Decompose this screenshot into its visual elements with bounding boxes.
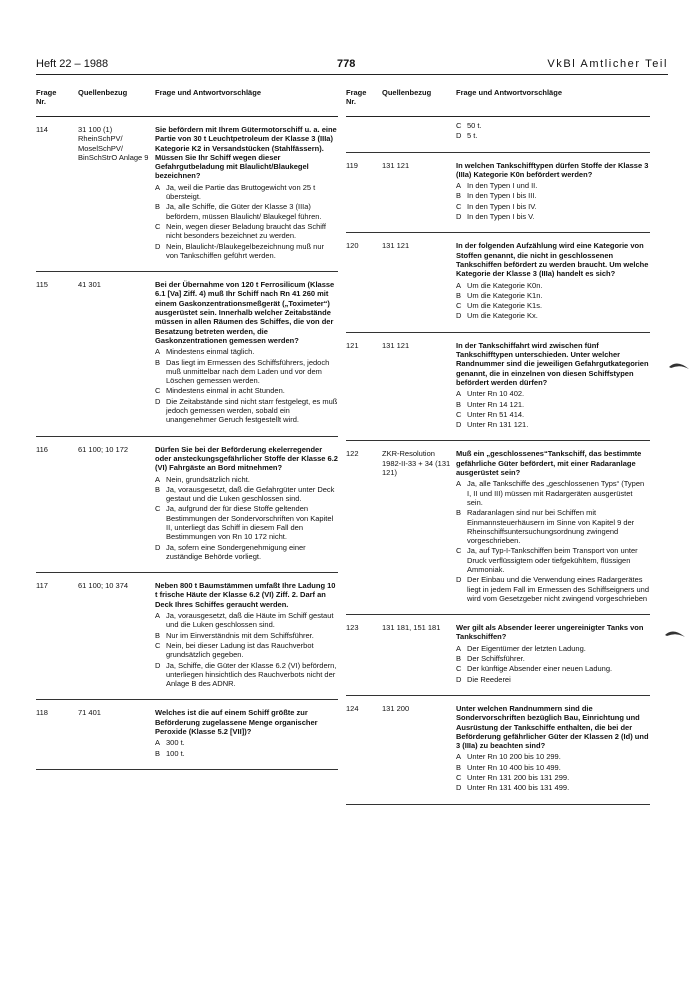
question-source: 41 301	[78, 280, 101, 290]
page-number: 778	[337, 58, 356, 70]
question-body	[456, 696, 650, 804]
option-text: Unter Rn 10 400 bis 10 499.	[467, 762, 561, 772]
option-text: Mindestens einmal in acht Stunden.	[166, 386, 285, 396]
option-letter: C	[456, 201, 462, 211]
option-letter: A	[456, 752, 462, 762]
option-text: Unter Rn 131 121.	[467, 420, 529, 430]
option-text: Unter Rn 131 400 bis 131 499.	[467, 783, 570, 793]
option-text: Um die Kategorie K1s.	[467, 301, 543, 311]
answer-option	[155, 358, 338, 386]
option-text: Ja, alle Schiffe, die Güter der Klasse 3 (IIIa) befördern, müssen Blaulicht/ Blaukegel führen.	[166, 202, 322, 221]
question-number: 119	[346, 160, 358, 170]
answer-option	[155, 347, 338, 356]
option-letter: C	[155, 386, 161, 396]
answer-option	[456, 301, 650, 310]
question-body	[155, 573, 338, 699]
col-header-question: Frage und Antwortvorschläge	[456, 88, 562, 97]
option-text: Mindestens einmal täglich.	[166, 347, 255, 357]
question-body	[155, 272, 338, 435]
option-letter: A	[155, 611, 161, 621]
option-text: Ja, Schiffe, die Güter der Klasse 6.2 (VI) befördern, unterliegen hinsichtlich des Rauchverbots nicht der Anlage B des ADNR.	[166, 660, 337, 689]
question-row	[36, 437, 338, 574]
option-letter: A	[456, 280, 462, 290]
answer-option	[456, 644, 650, 653]
option-letter: C	[456, 121, 462, 130]
question-source: 131 121	[382, 160, 410, 170]
option-letter: D	[456, 575, 462, 585]
option-letter: B	[456, 290, 462, 300]
option-text: 300 t.	[166, 738, 185, 748]
option-letter: B	[155, 357, 161, 367]
continued-question	[346, 117, 650, 153]
option-text: Nein, wegen dieser Beladung braucht das Schiff nicht besonders bezeichnet zu werden.	[166, 221, 326, 241]
option-text: Nein, Blaulicht-/Blaukegelbezeichnung muß nur von Tankschiffen geführt werden.	[166, 241, 325, 260]
option-text: Ja, aufgrund der für diese Stoffe geltenden Bestimmungen der Sondervorschriften von Kapitel II, unterliegt das Schiff in diesem Fall den Bestimmungen von Rn 10 172 nicht.	[166, 504, 334, 542]
option-text: Der Schiffsführer.	[467, 654, 525, 664]
question-number: 124	[346, 703, 359, 713]
answer-option	[456, 121, 650, 130]
option-text: In den Typen I bis IV.	[467, 201, 537, 211]
question-source: ZKR-Resolution 1982-II-33 + 34 (131 121)	[382, 449, 451, 478]
col-header-nr: Frage Nr.	[36, 88, 57, 106]
option-letter: D	[456, 131, 462, 141]
option-text: Der künftige Absender einer neuen Ladung.	[467, 664, 613, 674]
question-row	[36, 573, 338, 700]
question-row	[36, 117, 338, 272]
question-row	[346, 333, 650, 442]
question-source: 31 100 (1) RheinSchPV/ MoselSchPV/ BinSchStrO Anlage 9	[78, 125, 149, 162]
answer-option	[155, 641, 338, 660]
option-letter: A	[456, 181, 462, 191]
right-column-header	[346, 88, 650, 116]
question-number: 122	[346, 449, 359, 459]
option-letter: C	[456, 546, 462, 556]
option-text: In den Typen I bis III.	[467, 191, 537, 201]
answer-option	[155, 386, 338, 395]
option-text: Ja, alle Tankschiffe des „geschlossenen Typs“ (Typen I, II und III) müssen mit Radargeräten ausgerüstet sein.	[467, 479, 645, 507]
question-source: 131 200	[382, 703, 410, 713]
left-question-list	[36, 117, 338, 770]
option-letter: D	[456, 212, 462, 222]
question-row	[346, 615, 650, 696]
answer-option	[456, 783, 650, 792]
option-text: Um die Kategorie Kx.	[467, 311, 538, 321]
option-text: Die Zeitabstände sind nicht starr festgelegt, es muß jedoch gemessen werden, sobald ein unangenehmer Geruch festgestellt wird.	[166, 396, 338, 425]
question-body	[456, 441, 650, 614]
option-letter: A	[456, 479, 462, 489]
answer-option	[456, 311, 650, 320]
question-source: 131 121	[382, 241, 410, 251]
answer-option	[456, 654, 650, 663]
answer-option	[456, 410, 650, 419]
option-text: Der Einbau und die Verwendung eines Radargerätes liegt in jedem Fall im Ermessen des Schiffseigners und wird vom Gesetzgeber nicht zwingend vorgeschrieben	[467, 575, 650, 603]
header-rule	[36, 74, 668, 75]
question-row	[346, 153, 650, 234]
question-source: 61 100; 10 172	[78, 444, 129, 454]
question-row	[346, 696, 650, 805]
question-text: In der folgenden Aufzählung wird eine Kategorie von Stoffen genannt, die nicht in geschlossenen Tankschiffen befördert zu werden braucht. Um welche Kategorie der Klasse 3 (IIIa) handelt es sich?	[456, 241, 649, 279]
answer-option	[456, 181, 650, 190]
answer-option	[155, 242, 338, 261]
publication-title: VkBl Amtlicher Teil	[547, 58, 668, 70]
option-text: Um die Kategorie K1n.	[467, 290, 543, 300]
option-letter: B	[155, 202, 161, 212]
question-number: 115	[36, 280, 48, 290]
question-body	[456, 615, 650, 695]
option-letter: C	[155, 640, 161, 650]
continued-options	[456, 117, 650, 152]
option-text: Nein, grundsätzlich nicht.	[166, 474, 250, 484]
option-text: In den Typen I und II.	[467, 181, 538, 191]
question-text: Wer gilt als Absender leerer ungereinigter Tanks von Tankschiffen?	[456, 623, 644, 642]
answer-option	[155, 202, 338, 221]
answer-option	[456, 291, 650, 300]
option-letter: B	[155, 484, 161, 494]
option-text: Nur im Einverständnis mit dem Schiffsführer.	[166, 630, 314, 640]
answer-option	[456, 664, 650, 673]
answer-option	[456, 389, 650, 398]
question-number: 118	[36, 708, 48, 718]
answer-option	[155, 749, 338, 758]
option-text: Das liegt im Ermessen des Schiffsführers, jedoch muß unmittelbar nach dem Laden und vor dem Löschen gemessen werden.	[166, 357, 330, 386]
question-source: 61 100; 10 374	[78, 581, 129, 591]
answer-option	[155, 485, 338, 504]
col-header-source: Quellenbezug	[78, 88, 128, 97]
option-letter: C	[456, 301, 462, 311]
option-text: Unter Rn 10 402.	[467, 389, 525, 399]
option-text: Radaranlagen sind nur bei Schiffen mit Einmannsteuerhäusern im Sinne von Kapitel 9 der Rheinschiffsuntersuchungsordnung zwingend vorgeschrieben.	[467, 508, 635, 546]
answer-option	[155, 504, 338, 541]
answer-option	[456, 752, 650, 761]
option-text: 100 t.	[166, 748, 185, 758]
question-row	[346, 233, 650, 332]
right-column	[346, 88, 650, 805]
answer-option	[456, 202, 650, 211]
answer-option	[456, 675, 650, 684]
question-source: 71 401	[78, 708, 101, 718]
option-text: Unter Rn 10 200 bis 10 299.	[467, 752, 561, 762]
answer-option	[456, 212, 650, 221]
issue-label: Heft 22 – 1988	[36, 58, 109, 70]
option-text: Ja, sofern eine Sondergenehmigung einer zuständige Behörde vorliegt.	[166, 542, 306, 561]
question-row	[36, 700, 338, 769]
option-text: Unter Rn 51 414.	[467, 409, 525, 419]
left-column	[36, 88, 338, 770]
page-header	[36, 58, 668, 74]
answer-option	[456, 763, 650, 772]
answer-option	[456, 773, 650, 782]
question-source: 131 121	[382, 340, 410, 350]
option-letter: A	[456, 389, 462, 399]
question-body	[155, 437, 338, 573]
answer-option	[456, 546, 650, 574]
right-question-list	[346, 153, 650, 805]
margin-mark-icon	[664, 626, 686, 640]
option-text: Der Eigentümer der letzten Ladung.	[467, 643, 586, 653]
option-letter: D	[155, 396, 161, 406]
option-letter: A	[155, 347, 161, 357]
option-text: In den Typen I bis V.	[467, 212, 535, 222]
option-text: Um die Kategorie K0n.	[467, 280, 543, 290]
option-letter: A	[155, 738, 161, 748]
option-letter: D	[155, 542, 161, 552]
option-letter: A	[155, 474, 161, 484]
option-letter: B	[456, 762, 462, 772]
option-text: Ja, weil die Partie das Bruttogewicht von 25 t übersteigt.	[166, 182, 316, 202]
option-letter: C	[155, 221, 161, 231]
question-text: Bei der Übernahme von 120 t Ferrosilicum (Klasse 6.1 [Va] Ziff. 4) muß Ihr Schiff nach Rn 41 260 mit einem Gaskonzentrationsmeßgerät („Toximeter“) ausgerüstet sein. Innerhalb welcher Zeitabstände müssen in allen Räumen des Schiffes, die von der Besatzung betreten werden, die Gaskonzentrationen gemessen werden?	[155, 280, 335, 345]
option-letter: D	[155, 241, 161, 251]
answer-option	[456, 400, 650, 409]
option-letter: B	[155, 630, 161, 640]
question-text: In der Tankschiffahrt wird zwischen fünf Tankschifftypen unterschieden. Unter welcher Randnummer sind die jeweiligen Gefahrgutkategorien genannt, die in einzelnen von diesen Schiffstypen befördert werden dürfen?	[456, 340, 649, 387]
option-letter: B	[155, 748, 161, 758]
question-number: 116	[36, 444, 48, 454]
option-letter: B	[456, 191, 462, 201]
option-letter: D	[456, 311, 462, 321]
question-text: In welchen Tankschifftypen dürfen Stoffe der Klasse 3 (IIIa) Kategorie K0n befördert werden?	[456, 160, 649, 179]
question-body	[456, 153, 650, 233]
option-letter: B	[456, 399, 462, 409]
question-number: 121	[346, 340, 359, 350]
option-text: 5 t.	[467, 131, 478, 141]
question-text: Welches ist die auf einem Schiff größte zur Beförderung zugelassene Menge organischer Peroxide (Klasse 5.2 [VII])?	[155, 708, 318, 737]
option-text: Ja, vorausgesetzt, daß die Häute im Schiff gestaut und die Luken geschlossen sind.	[166, 611, 334, 630]
margin-mark-icon	[668, 358, 690, 372]
question-number: 114	[36, 125, 48, 134]
answer-option	[456, 420, 650, 429]
question-row	[346, 441, 650, 615]
question-body	[456, 333, 650, 441]
question-row	[36, 272, 338, 436]
option-letter: B	[456, 654, 462, 664]
option-letter: C	[456, 664, 462, 674]
question-body	[456, 233, 650, 331]
option-letter: D	[456, 420, 462, 430]
answer-option	[456, 575, 650, 603]
option-letter: D	[456, 674, 462, 684]
question-number: 123	[346, 623, 359, 633]
option-letter: C	[155, 504, 161, 514]
option-letter: D	[456, 783, 462, 793]
option-letter: C	[456, 409, 462, 419]
answer-option	[456, 191, 650, 200]
option-letter: A	[155, 182, 161, 192]
question-text: Sie befördern mit Ihrem Gütermotorschiff u. a. eine Partie von 30 t Leuchtpetroleum der Klasse 3 (IIIa) Kategorie K2 in Versandstücken (Stahlfässern). Müssen Sie Ihr Schiff wegen dieser Gefahrgutbeladung mit Blaulicht/Blaukegel bezeichnen?	[155, 125, 337, 181]
question-text: Unter welchen Randnummern sind die Sondervorschriften bezüglich Bau, Einrichtung und Ausrüstung der Tankschiffe enthalten, die bei der Beförderung gefährlicher Güter der Klassen 2 (Id) und 3 (IIIa) zu beachten sind?	[456, 703, 649, 751]
option-text: Nein, bei dieser Ladung ist das Rauchverbot grundsätzlich gegeben.	[166, 640, 314, 660]
option-letter: B	[456, 508, 462, 518]
answer-option	[155, 397, 338, 425]
answer-option	[155, 611, 338, 630]
option-text: Ja, auf Typ-I-Tankschiffen beim Transport von unter Druck verflüssigtem oder tiefgekühltem, flüssigen Ammoniak.	[467, 546, 638, 574]
answer-option	[155, 631, 338, 640]
answer-option	[155, 738, 338, 747]
question-text: Muß ein „geschlossenes“Tankschiff, das bestimmte gefährliche Güter befördert, mit einer Radaranlage ausgerüstet sein?	[456, 449, 642, 478]
question-number: 117	[36, 581, 48, 591]
option-text: Unter Rn 131 200 bis 131 299.	[467, 773, 570, 783]
option-letter: C	[456, 773, 462, 783]
option-letter: A	[456, 643, 462, 653]
answer-option	[155, 222, 338, 241]
option-text: 50 t.	[467, 121, 482, 130]
question-text: Dürfen Sie bei der Beförderung ekelerregender oder ansteckungsgefährlicher Stoffe der Klasse 6.2 (VI) Fahrgäste an Bord mitnehmen?	[155, 444, 338, 473]
left-column-header	[36, 88, 338, 116]
question-number: 120	[346, 241, 359, 251]
question-text: Neben 800 t Baumstämmen umfaßt Ihre Ladung 10 t frische Häute der Klasse 6.2 (VI) Ziff. 2. Darf an Deck Ihres Schiffes geraucht werden.	[155, 581, 336, 609]
option-letter: D	[155, 660, 161, 670]
answer-option	[456, 508, 650, 545]
answer-option	[456, 479, 650, 507]
answer-option	[155, 475, 338, 484]
col-header-question: Frage und Antwortvorschläge	[155, 88, 261, 97]
answer-option	[155, 543, 338, 562]
answer-option	[155, 661, 338, 689]
answer-option	[456, 131, 650, 140]
question-body	[155, 117, 338, 271]
answer-option	[155, 183, 338, 202]
option-text: Ja, vorausgesetzt, daß die Gefahrgüter unter Deck gestaut und die Luken geschlossen sind.	[166, 484, 335, 504]
question-body	[155, 700, 338, 768]
option-text: Unter Rn 14 121.	[467, 399, 525, 409]
option-text: Die Reederei	[467, 674, 511, 684]
col-header-source: Quellenbezug	[382, 88, 432, 97]
col-header-nr: Frage Nr.	[346, 88, 367, 106]
question-source: 131 181, 151 181	[382, 623, 441, 633]
answer-option	[456, 281, 650, 290]
